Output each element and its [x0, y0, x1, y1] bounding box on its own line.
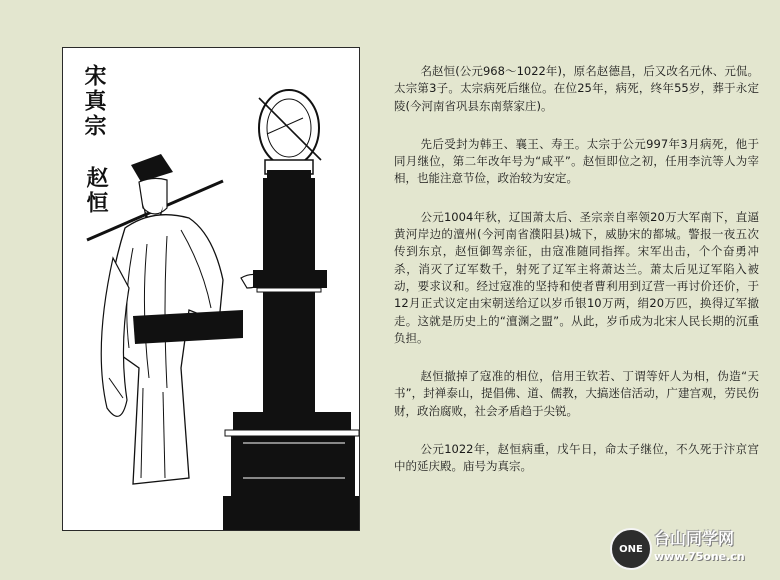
watermark-logo-icon: ONE [610, 528, 652, 570]
biography-text [394, 63, 759, 497]
sundial-pillar [263, 178, 315, 278]
emperor-face [139, 178, 167, 214]
dynasty-title: 宋真宗 [81, 64, 106, 139]
biography-paragraph: 赵恒撤掉了寇准的相位，信用王钦若、丁谓等奸人为相，伪造“天书”，封禅泰山，提倡佛、道、儒教，大搞迷信活动，广建宫观，劳民伤财，政治腐败，社会矛盾趋于尖锐。 [394, 369, 759, 418]
person-name: 赵恒 [83, 166, 108, 216]
watermark-title: 台山同学网 [654, 529, 735, 548]
robe-belt [133, 310, 243, 344]
biography-paragraph: 名赵恒(公元968～1022年)，原名赵德昌，后又改名元休、元侃。太宗第3子。太宗病死后继位。在位25年，病死，终年55岁，葬于永定陵(今河南省巩县东南蔡家庄)。 [394, 64, 759, 113]
biography-paragraph: 先后受封为韩王、襄王、寿王。太宗于公元997年3月病死，他于同月继位，第二年改年号为“咸平”。赵恒即位之初，任用李沆等人为宰相，也能注意节俭，政治较为安定。 [394, 136, 759, 186]
biography-paragraph: 公元1022年，赵恒病重，戊午日，命太子继位，不久死于汴京宫中的延庆殿。庙号为真宗。 [394, 442, 759, 474]
sundial-pedestal [233, 412, 351, 430]
emperor-hat [131, 154, 173, 182]
biography-paragraph: 公元1004年秋，辽国萧太后、圣宗亲自率领20万大军南下，直逼黄河岸边的澶州(今河南省濮阳县)城下，威胁宋的都城。警报一夜五次传到东京，赵恒御驾亲征，由寇准随同指挥。宋军出击，个个奋勇冲杀，消灭了辽军数千，射死了辽军主将萧达兰。萧太后见辽军陷入被动，要求议和。经过寇准的坚持和使者曹利用到辽营一再讨价还价，于12月正式议定由宋朝送给辽以岁币银10万两，绢20万匹，换得辽军撤走。这就是历史上的“澶渊之盟”。从此，岁币成为北宋人民长期的沉重负担。 [394, 209, 759, 345]
emperor-illustration [63, 48, 360, 531]
portrait-panel [62, 47, 360, 531]
site-watermark [610, 526, 770, 572]
watermark-url: www.75one.cn [654, 550, 745, 563]
